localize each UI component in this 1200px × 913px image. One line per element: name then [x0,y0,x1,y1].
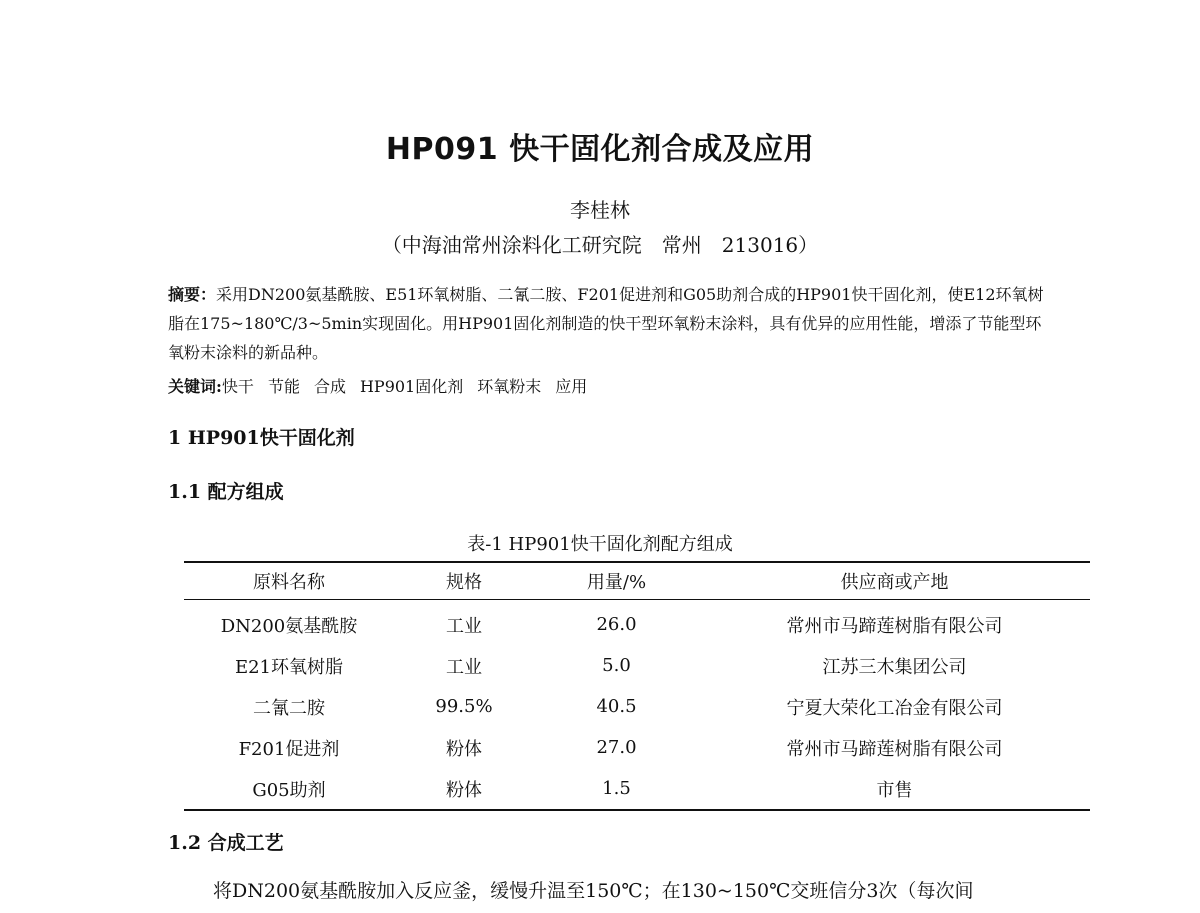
table-row [184,727,1090,768]
table-cell: DN200氨基酰胺 [220,615,358,637]
formula-table [184,561,1090,811]
section-heading-1: 1 HP901快干固化剂 [168,427,355,449]
table-cell: G05助剂 [184,768,394,810]
section-heading-1-2: 1.2 合成工艺 [168,832,284,854]
table-header-cell: 供应商或产地 [699,562,1090,600]
keyword: 快干 [221,377,254,396]
table-cell: F201促进剂 [238,738,340,760]
table-cell: 常州市马蹄莲树脂有限公司 [786,738,1003,760]
table-cell: 1.5 [534,768,699,810]
keyword: 节能 [267,377,300,396]
abstract [168,280,1048,367]
table-row [184,645,1090,686]
body-paragraph: 将DN200氨基酰胺加入反应釜，缓慢升温至150℃；在130~150℃交班信分3次（每次间 [213,880,974,902]
table-cell: 常州市马蹄莲树脂有限公司 [786,615,1003,637]
table-row [184,686,1090,727]
table-cell: 40.5 [596,696,637,717]
table-cell: 宁夏大荣化工冶金有限公司 [786,697,1003,719]
table-header-cell: 规格 [394,562,534,600]
abstract-label: 摘要： [168,285,217,304]
table-cell: 27.0 [596,737,637,758]
paper-title: HP091 快干固化剂合成及应用 [385,132,815,167]
keywords [168,373,1048,401]
table-header-cell: 用量/% [534,562,699,600]
table-cell: 江苏三木集团公司 [822,656,967,678]
keywords-label: 关键词: [168,377,222,396]
table-row [184,768,1090,810]
table-cell: 粉体 [394,768,534,810]
table-row [184,600,1090,646]
keyword: 环氧粉末 [477,377,542,396]
table-cell: 工业 [446,615,482,637]
keyword: HP901固化剂 [359,377,464,396]
table-header-row [184,562,1090,600]
author-affiliation: （中海油常州涂料化工研究院 常州 213016） [381,233,819,257]
table-cell: 5.0 [602,655,631,676]
table-cell: 26.0 [596,614,637,635]
table-caption: 表-1 HP901快干固化剂配方组成 [467,534,733,555]
keyword: 合成 [313,377,346,396]
author-name: 李桂林 [570,198,630,222]
table-header-cell: 原料名称 [184,562,394,600]
table-cell: 市售 [699,768,1090,810]
section-heading-1-1: 1.1 配方组成 [168,481,284,503]
table-cell: E21环氧树脂 [234,656,344,678]
table-cell: 工业 [446,656,482,678]
keyword: 应用 [555,377,588,396]
table-cell: 99.5% [435,696,493,717]
table-cell: 二氰二胺 [253,697,325,719]
table-cell: 粉体 [446,738,482,760]
abstract-text: 采用DN200氨基酰胺、E51环氧树脂、二氰二胺、F201促进剂和G05助剂合成的HP901快干固化剂，使E12环氧树脂在175~180℃/3~5min实现固化。用HP901固化剂制造的快干型环氧粉末涂料，具有优异的应用性能，增添了节能型环氧粉末涂料的新品种。 [168,285,1044,362]
